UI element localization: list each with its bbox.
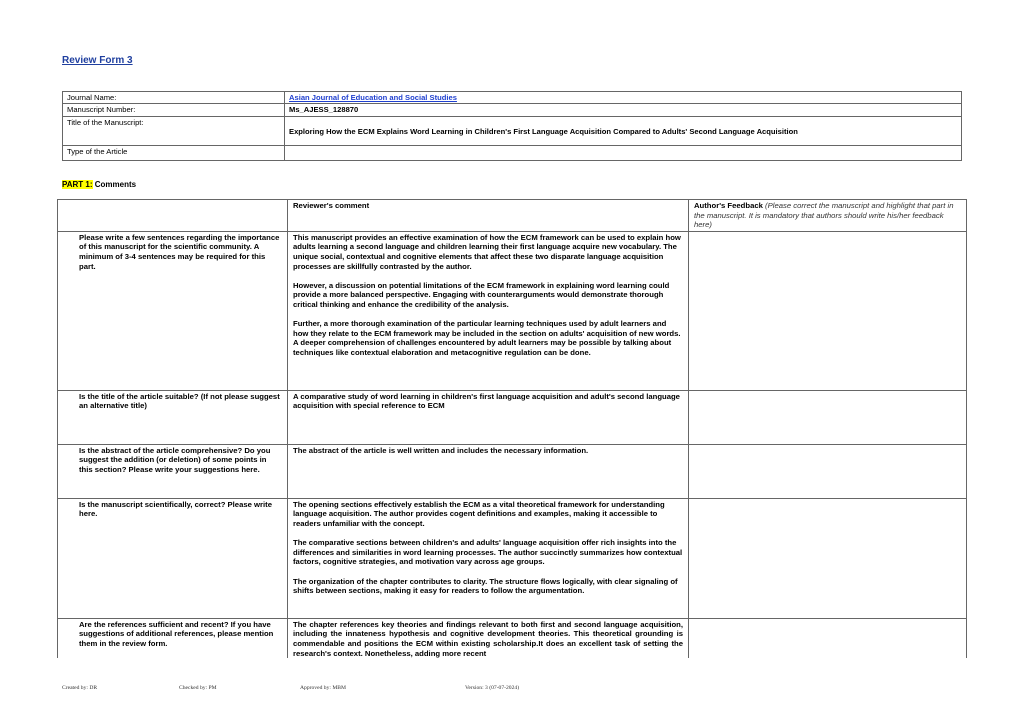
part-heading	[62, 180, 136, 189]
reviewer-comment: The chapter references key theories and findings relevant to both first and second language acquisition, including the innateness hypothesis and cognitive development theories. This theoretical grounding is commendable and positions the ECM within existing scholarship.It does an excellent task of setting the research's context. Nonetheless, adding more recent	[288, 618, 689, 659]
reviewer-comment: A comparative study of word learning in children's first language acquisition and adult's second language acquisition with special reference to ECM	[288, 390, 689, 444]
author-feedback-cell[interactable]	[689, 231, 967, 390]
reviewer-comment: The opening sections effectively establish the ECM as a vital theoretical framework for understanding language acquisition. The author provides cogent definitions and examples, making it accessible to readers unfamiliar with the concept. The comparative sections between children's and adults' language acquisition offer rich insights into the differences and similarities in word learning processes. The author succinctly summarizes how contextual factors, cognitive strategies, and motivation vary across age groups. The organization of the chapter contributes to clarity. The structure flows logically, with clear signaling of shifts between sections, making it easy for readers to follow the argumentation.	[288, 498, 689, 618]
reviewer-comment: This manuscript provides an effective examination of how the ECM framework can be used to explain how adults learning a second language and children learning their first language acquire new vocabulary. The unique social, contextual and cognitive elements that affect these two disparate language acquisition processes are skillfully contrasted by the author. However, a discussion on potential limitations of the ECM framework in explaining word learning could provide a more balanced perspective. Engaging with counterarguments would demonstrate thorough critical thinking and enhance the credibility of the analysis. Further, a more thorough examination of the particular learning techniques used by adult learners and how they relate to the ECM framework may be included in the section on adults' acquisition of new words. A deeper comprehension of challenges encountered by adult learners may be possible by talking about techniques like contextual elaboration and metacognitive regulation can be done.	[288, 231, 689, 390]
table-row	[58, 231, 967, 390]
meta-label: Type of the Article	[63, 146, 285, 161]
footer-created: Created by: DR	[62, 685, 98, 691]
author-feedback-header: Author's Feedback (Please correct the manuscript and highlight that part in the manuscript. It is mandatory that authors should write his/her feedback here)	[689, 200, 967, 232]
table-row	[58, 618, 967, 659]
meta-row-type	[63, 146, 962, 161]
meta-label: Title of the Manuscript:	[63, 117, 285, 146]
author-feedback-cell[interactable]	[689, 390, 967, 444]
meta-label: Journal Name:	[63, 92, 285, 104]
question-header	[58, 200, 288, 232]
question: Is the title of the article suitable? (If not please suggest an alternative title)	[58, 390, 288, 444]
author-feedback-cell[interactable]	[689, 498, 967, 618]
meta-row-number	[63, 104, 962, 117]
author-feedback-cell[interactable]	[689, 444, 967, 498]
manuscript-title: Exploring How the ECM Explains Word Learning in Children's First Language Acquisition Compared to Adults' Second Language Acquisition	[285, 117, 962, 146]
comments-header-row	[58, 200, 967, 232]
question: Are the references sufficient and recent? If you have suggestions of additional references, please mention them in the review form.	[58, 618, 288, 659]
question: Is the abstract of the article comprehensive? Do you suggest the addition (or deletion) of some points in this section? Please write your suggestions here.	[58, 444, 288, 498]
footer-checked: Checked by: PM	[179, 685, 217, 691]
footer-version: Version: 3 (07-07-2024)	[465, 685, 520, 691]
part-title: Comments	[92, 180, 137, 189]
table-row	[58, 390, 967, 444]
meta-row-journal	[63, 92, 962, 104]
question: Is the manuscript scientifically, correct? Please write here.	[58, 498, 288, 618]
comments-table	[57, 199, 967, 660]
question: Please write a few sentences regarding the importance of this manuscript for the scientific community. A minimum of 3-4 sentences may be required for this part.	[58, 231, 288, 390]
table-row	[58, 498, 967, 618]
footer-approved: Approved by: MBM	[300, 685, 346, 691]
journal-link[interactable]: Asian Journal of Education and Social Studies	[289, 93, 457, 102]
form-title: Review Form 3	[62, 55, 133, 66]
table-row	[58, 444, 967, 498]
article-type	[285, 146, 962, 161]
manuscript-info-table	[62, 91, 962, 161]
meta-row-title	[63, 117, 962, 146]
page-break	[0, 658, 1024, 678]
author-feedback-cell[interactable]	[689, 618, 967, 659]
manuscript-number: Ms_AJESS_128870	[285, 104, 962, 117]
meta-label: Manuscript Number:	[63, 104, 285, 117]
reviewer-comment-header: Reviewer's comment	[288, 200, 689, 232]
part-label: PART 1:	[62, 180, 93, 189]
reviewer-comment: The abstract of the article is well written and includes the necessary information.	[288, 444, 689, 498]
